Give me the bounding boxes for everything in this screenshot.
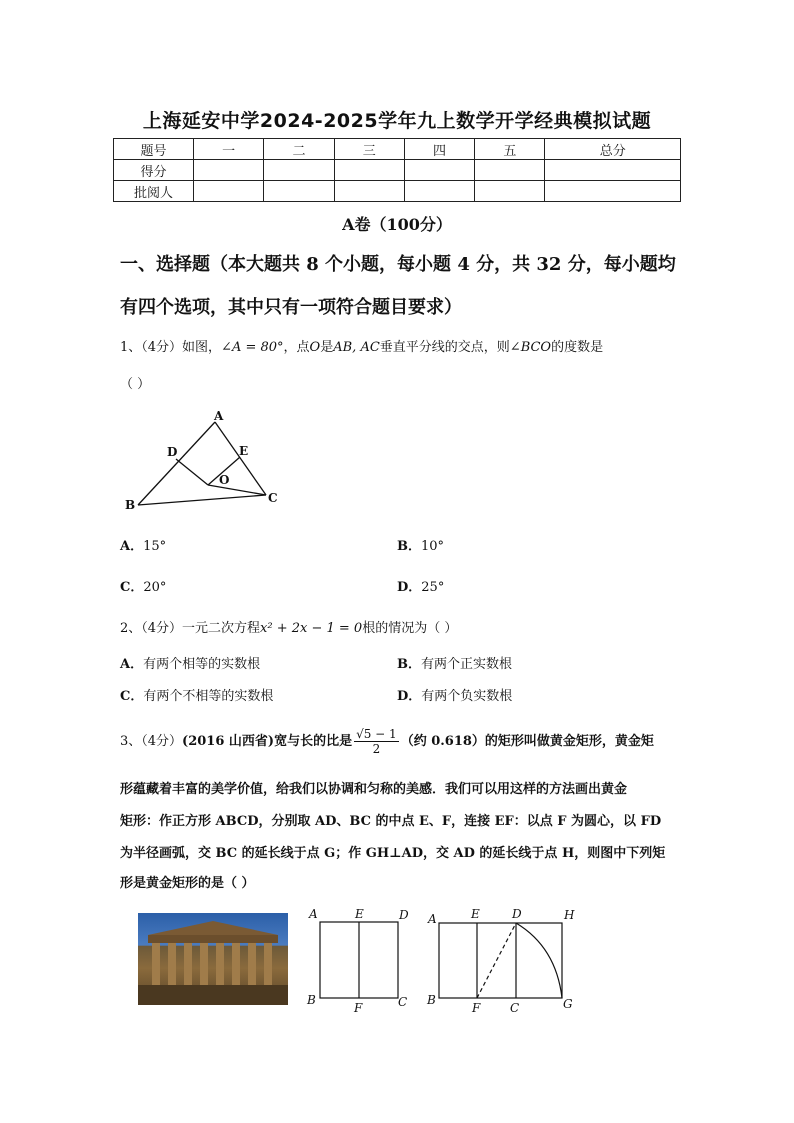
option-letter: C．	[120, 580, 144, 595]
q3-prefix: 3、（4分）	[120, 734, 183, 749]
score-row-label: 批阅人	[114, 181, 194, 202]
score-header-cell: 题号	[114, 139, 194, 160]
score-cell	[264, 160, 334, 181]
q1-mid3: 垂直平分线的交点，则	[379, 340, 510, 355]
score-header-cell: 总分	[545, 139, 681, 160]
question-3-line1	[120, 727, 690, 756]
score-table-header-row	[114, 139, 681, 160]
q2-equation: x² + 2x − 1 = 0	[260, 621, 363, 636]
q3-line5: 形是黄金矩形的是（ ）	[120, 876, 255, 891]
option-text: 有两个负实数根	[421, 689, 513, 704]
q1-answer-paren: （ ）	[120, 377, 151, 392]
option-text: 15°	[143, 539, 167, 554]
score-table-row	[114, 160, 681, 181]
parthenon-columns	[152, 943, 272, 985]
fig2-label-b: B	[427, 993, 436, 1007]
score-table-row	[114, 181, 681, 202]
score-header-cell: 四	[404, 139, 474, 160]
option-text: 25°	[421, 580, 445, 595]
q3-source: (2016 山西省)	[182, 734, 275, 749]
q1-label-b: B	[125, 498, 136, 512]
option-text: 有两个正实数根	[421, 657, 513, 672]
option-text: 有两个相等的实数根	[143, 657, 261, 672]
score-cell	[475, 181, 545, 202]
q1-label-o: O	[219, 473, 230, 487]
question-2	[120, 620, 690, 638]
q2-prefix: 2、（4分）一元二次方程	[120, 621, 261, 636]
q1-option-c	[120, 579, 166, 597]
q3-dashed-fd	[477, 923, 516, 998]
score-header-cell: 五	[475, 139, 545, 160]
q1-option-d	[397, 579, 444, 597]
fig1-label-b: B	[307, 993, 316, 1007]
score-header-cell: 二	[264, 139, 334, 160]
q1-lines: AB, AC	[333, 340, 380, 355]
q1-target: ∠BCO	[509, 340, 552, 355]
q1-label-d: D	[167, 445, 178, 459]
score-table	[113, 138, 681, 202]
fig2-label-g: G	[563, 997, 573, 1011]
q1-line-oc	[208, 485, 266, 495]
q1-mid2: 是	[320, 340, 334, 355]
fig2-label-e: E	[471, 907, 480, 921]
score-cell	[194, 181, 264, 202]
score-cell	[545, 181, 681, 202]
q3-approx: （约 0.618）	[400, 734, 485, 749]
fig1-label-e: E	[355, 907, 364, 921]
option-text: 有两个不相等的实数根	[143, 689, 274, 704]
q1-option-b	[397, 538, 444, 556]
fig2-label-a: A	[428, 912, 437, 926]
q2-option-b	[397, 656, 512, 674]
parthenon-drawing	[138, 913, 288, 1005]
fig1-label-c: C	[398, 995, 408, 1009]
score-row-label: 得分	[114, 160, 194, 181]
q1-suffix: 的度数是	[551, 340, 604, 355]
option-letter: C．	[120, 689, 144, 704]
q3-line3: 矩形：作正方形 ABCD，分别取 AD、BC 的中点 E、F，连接 EF：以点 F 为圆心，以 FD	[120, 814, 662, 829]
q3-golden-rectangle-figure	[424, 905, 584, 1017]
fig2-label-d: D	[512, 907, 522, 921]
q1-prefix: 1、（4分）如图，	[120, 340, 222, 355]
q3-frac-num: √5 − 1	[356, 727, 397, 741]
fig2-label-c: C	[510, 1001, 520, 1015]
q1-side-ab	[138, 422, 215, 505]
score-cell	[334, 160, 404, 181]
q2-suffix: 根的情况为（ ）	[362, 621, 458, 636]
q3-line1-rest: 的矩形叫做黄金矩形，黄金矩	[484, 734, 654, 749]
option-text: 10°	[421, 539, 445, 554]
section-a-heading: A卷（100分）	[342, 215, 452, 234]
q1-label-c: C	[268, 491, 278, 505]
option-letter: D．	[397, 580, 422, 595]
q3-square-figure	[305, 905, 417, 1017]
fig1-label-a: A	[309, 907, 318, 921]
score-cell	[334, 181, 404, 202]
fig2-label-f: F	[472, 1001, 481, 1015]
score-header-cell: 三	[334, 139, 404, 160]
score-cell	[404, 160, 474, 181]
q1-perp-d	[176, 459, 208, 485]
q2-option-c	[120, 688, 273, 706]
fig1-label-d: D	[399, 908, 409, 922]
q1-triangle-figure	[118, 410, 298, 520]
score-cell	[264, 181, 334, 202]
q1-side-bc	[138, 495, 266, 505]
option-letter: A．	[120, 657, 144, 672]
parthenon-photo	[138, 913, 288, 1005]
q3-frac-den: 2	[372, 742, 381, 756]
score-cell	[194, 160, 264, 181]
option-letter: B．	[397, 657, 421, 672]
exam-title: 上海延安中学2024-2025学年九上数学开学经典模拟试题	[142, 110, 652, 132]
q1-label-e: E	[239, 444, 249, 458]
q1-point: O	[309, 340, 321, 355]
parthenon-pediment	[148, 921, 278, 935]
q2-option-d	[397, 688, 512, 706]
q1-label-a: A	[214, 410, 224, 423]
score-cell	[545, 160, 681, 181]
option-letter: A．	[120, 539, 144, 554]
question-1	[120, 339, 690, 357]
part1-heading-line1: 一、选择题（本大题共 8 个小题，每小题 4 分，共 32 分，每小题均	[120, 254, 676, 275]
option-text: 20°	[143, 580, 167, 595]
score-cell	[475, 160, 545, 181]
part1-heading-line2: 有四个选项，其中只有一项符合题目要求）	[120, 297, 462, 318]
parthenon-entablature	[148, 935, 278, 943]
parthenon-base	[138, 985, 288, 1005]
q1-angle: ∠A = 80°	[221, 340, 284, 355]
q1-option-a	[120, 538, 166, 556]
q3-rectangle-abgh	[439, 923, 562, 998]
score-header-cell: 一	[194, 139, 264, 160]
q3-arc-dg	[516, 923, 562, 998]
fig2-label-h: H	[564, 908, 575, 922]
q2-option-a	[120, 656, 260, 674]
option-letter: D．	[397, 689, 422, 704]
q3-line2: 形蕴藏着丰富的美学价值，给我们以协调和匀称的美感．我们可以用这样的方法画出黄金	[120, 782, 628, 797]
option-letter: B．	[397, 539, 421, 554]
q3-line4: 为半径画弧，交 BC 的延长线于点 G；作 GH⊥AD，交 AD 的延长线于点 H，则图中下列矩	[120, 846, 666, 861]
q3-fraction	[354, 727, 399, 756]
score-cell	[404, 181, 474, 202]
fig1-label-f: F	[354, 1001, 363, 1015]
q1-mid1: ，点	[283, 340, 310, 355]
q3-lead: 宽与长的比是	[274, 734, 353, 749]
